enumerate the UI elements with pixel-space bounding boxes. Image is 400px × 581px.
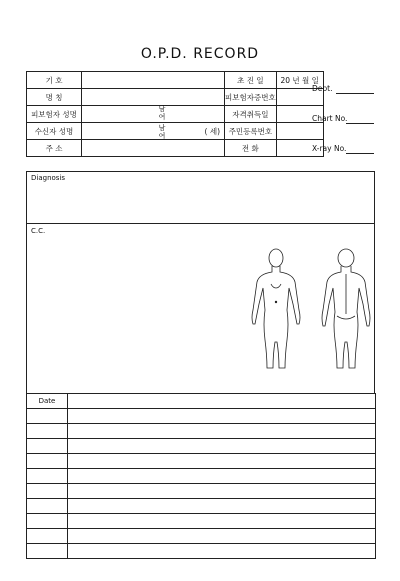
body-front-icon <box>245 244 307 374</box>
date-log-table <box>26 393 376 559</box>
entry-cell[interactable] <box>68 469 376 484</box>
cc-label: C.C. <box>31 227 46 235</box>
date-cell[interactable] <box>27 514 68 529</box>
date-cell[interactable] <box>27 424 68 439</box>
table-row <box>27 469 376 484</box>
age-field[interactable]: ( 세) <box>82 123 225 140</box>
gender-marker: 남여 <box>158 124 166 140</box>
date-cell[interactable] <box>27 499 68 514</box>
recipient-name-label: 수신자 성명 <box>27 123 82 140</box>
table-row <box>27 72 324 89</box>
table-row <box>27 123 324 140</box>
table-row <box>27 514 376 529</box>
table-row <box>27 409 376 424</box>
date-cell[interactable] <box>27 454 68 469</box>
address-field[interactable] <box>82 140 225 157</box>
body-back-icon <box>315 244 377 374</box>
chart-number-label: Chart No. <box>312 114 348 123</box>
date-cell[interactable] <box>27 544 68 559</box>
table-row <box>27 394 376 409</box>
dept-field[interactable] <box>336 93 374 94</box>
entry-cell[interactable] <box>68 454 376 469</box>
entry-cell[interactable] <box>68 499 376 514</box>
table-row <box>27 484 376 499</box>
resident-number-field[interactable] <box>276 123 323 140</box>
page-title: O.P.D. RECORD <box>140 46 260 62</box>
diagnosis-box[interactable] <box>26 171 375 224</box>
dept-label: Dept. <box>312 84 333 93</box>
resident-number-label: 주민등록번호 <box>225 123 277 140</box>
table-row <box>27 140 324 157</box>
code-field[interactable] <box>82 72 225 89</box>
date-cell[interactable] <box>27 529 68 544</box>
table-row <box>27 439 376 454</box>
name-field[interactable] <box>82 89 225 106</box>
gender-marker: 남여 <box>158 105 166 121</box>
insured-name-field[interactable] <box>82 106 225 123</box>
insured-name-label: 피보험자 성명 <box>27 106 82 123</box>
entry-cell[interactable] <box>68 409 376 424</box>
code-label: 기 호 <box>27 72 82 89</box>
table-row <box>27 424 376 439</box>
name-label: 명 칭 <box>27 89 82 106</box>
entry-cell[interactable] <box>68 529 376 544</box>
date-cell[interactable] <box>27 484 68 499</box>
address-label: 주 소 <box>27 140 82 157</box>
table-row <box>27 454 376 469</box>
entry-cell[interactable] <box>68 544 376 559</box>
date-header: Date <box>27 394 68 409</box>
chart-number-field[interactable] <box>346 123 374 124</box>
entry-cell[interactable] <box>68 394 376 409</box>
insurance-card-number-label: 피보험자증번호 <box>225 89 277 106</box>
entry-cell[interactable] <box>68 424 376 439</box>
table-row <box>27 499 376 514</box>
first-visit-label: 초 진 일 <box>225 72 277 89</box>
entry-cell[interactable] <box>68 439 376 454</box>
table-row <box>27 529 376 544</box>
xray-number-label: X-ray No. <box>312 144 347 153</box>
date-cell[interactable] <box>27 469 68 484</box>
table-row <box>27 106 324 123</box>
diagnosis-label: Diagnosis <box>31 174 66 182</box>
patient-info-table <box>26 71 324 157</box>
qualification-date-label: 자격취득일 <box>225 106 277 123</box>
xray-number-field[interactable] <box>346 153 374 154</box>
entry-cell[interactable] <box>68 484 376 499</box>
entry-cell[interactable] <box>68 514 376 529</box>
table-row <box>27 544 376 559</box>
phone-label: 전 화 <box>225 140 277 157</box>
table-row <box>27 89 324 106</box>
date-cell[interactable] <box>27 409 68 424</box>
first-visit-date-field[interactable]: 20 년 월 일 <box>276 72 323 89</box>
date-cell[interactable] <box>27 439 68 454</box>
chief-complaint-box[interactable] <box>26 223 375 394</box>
